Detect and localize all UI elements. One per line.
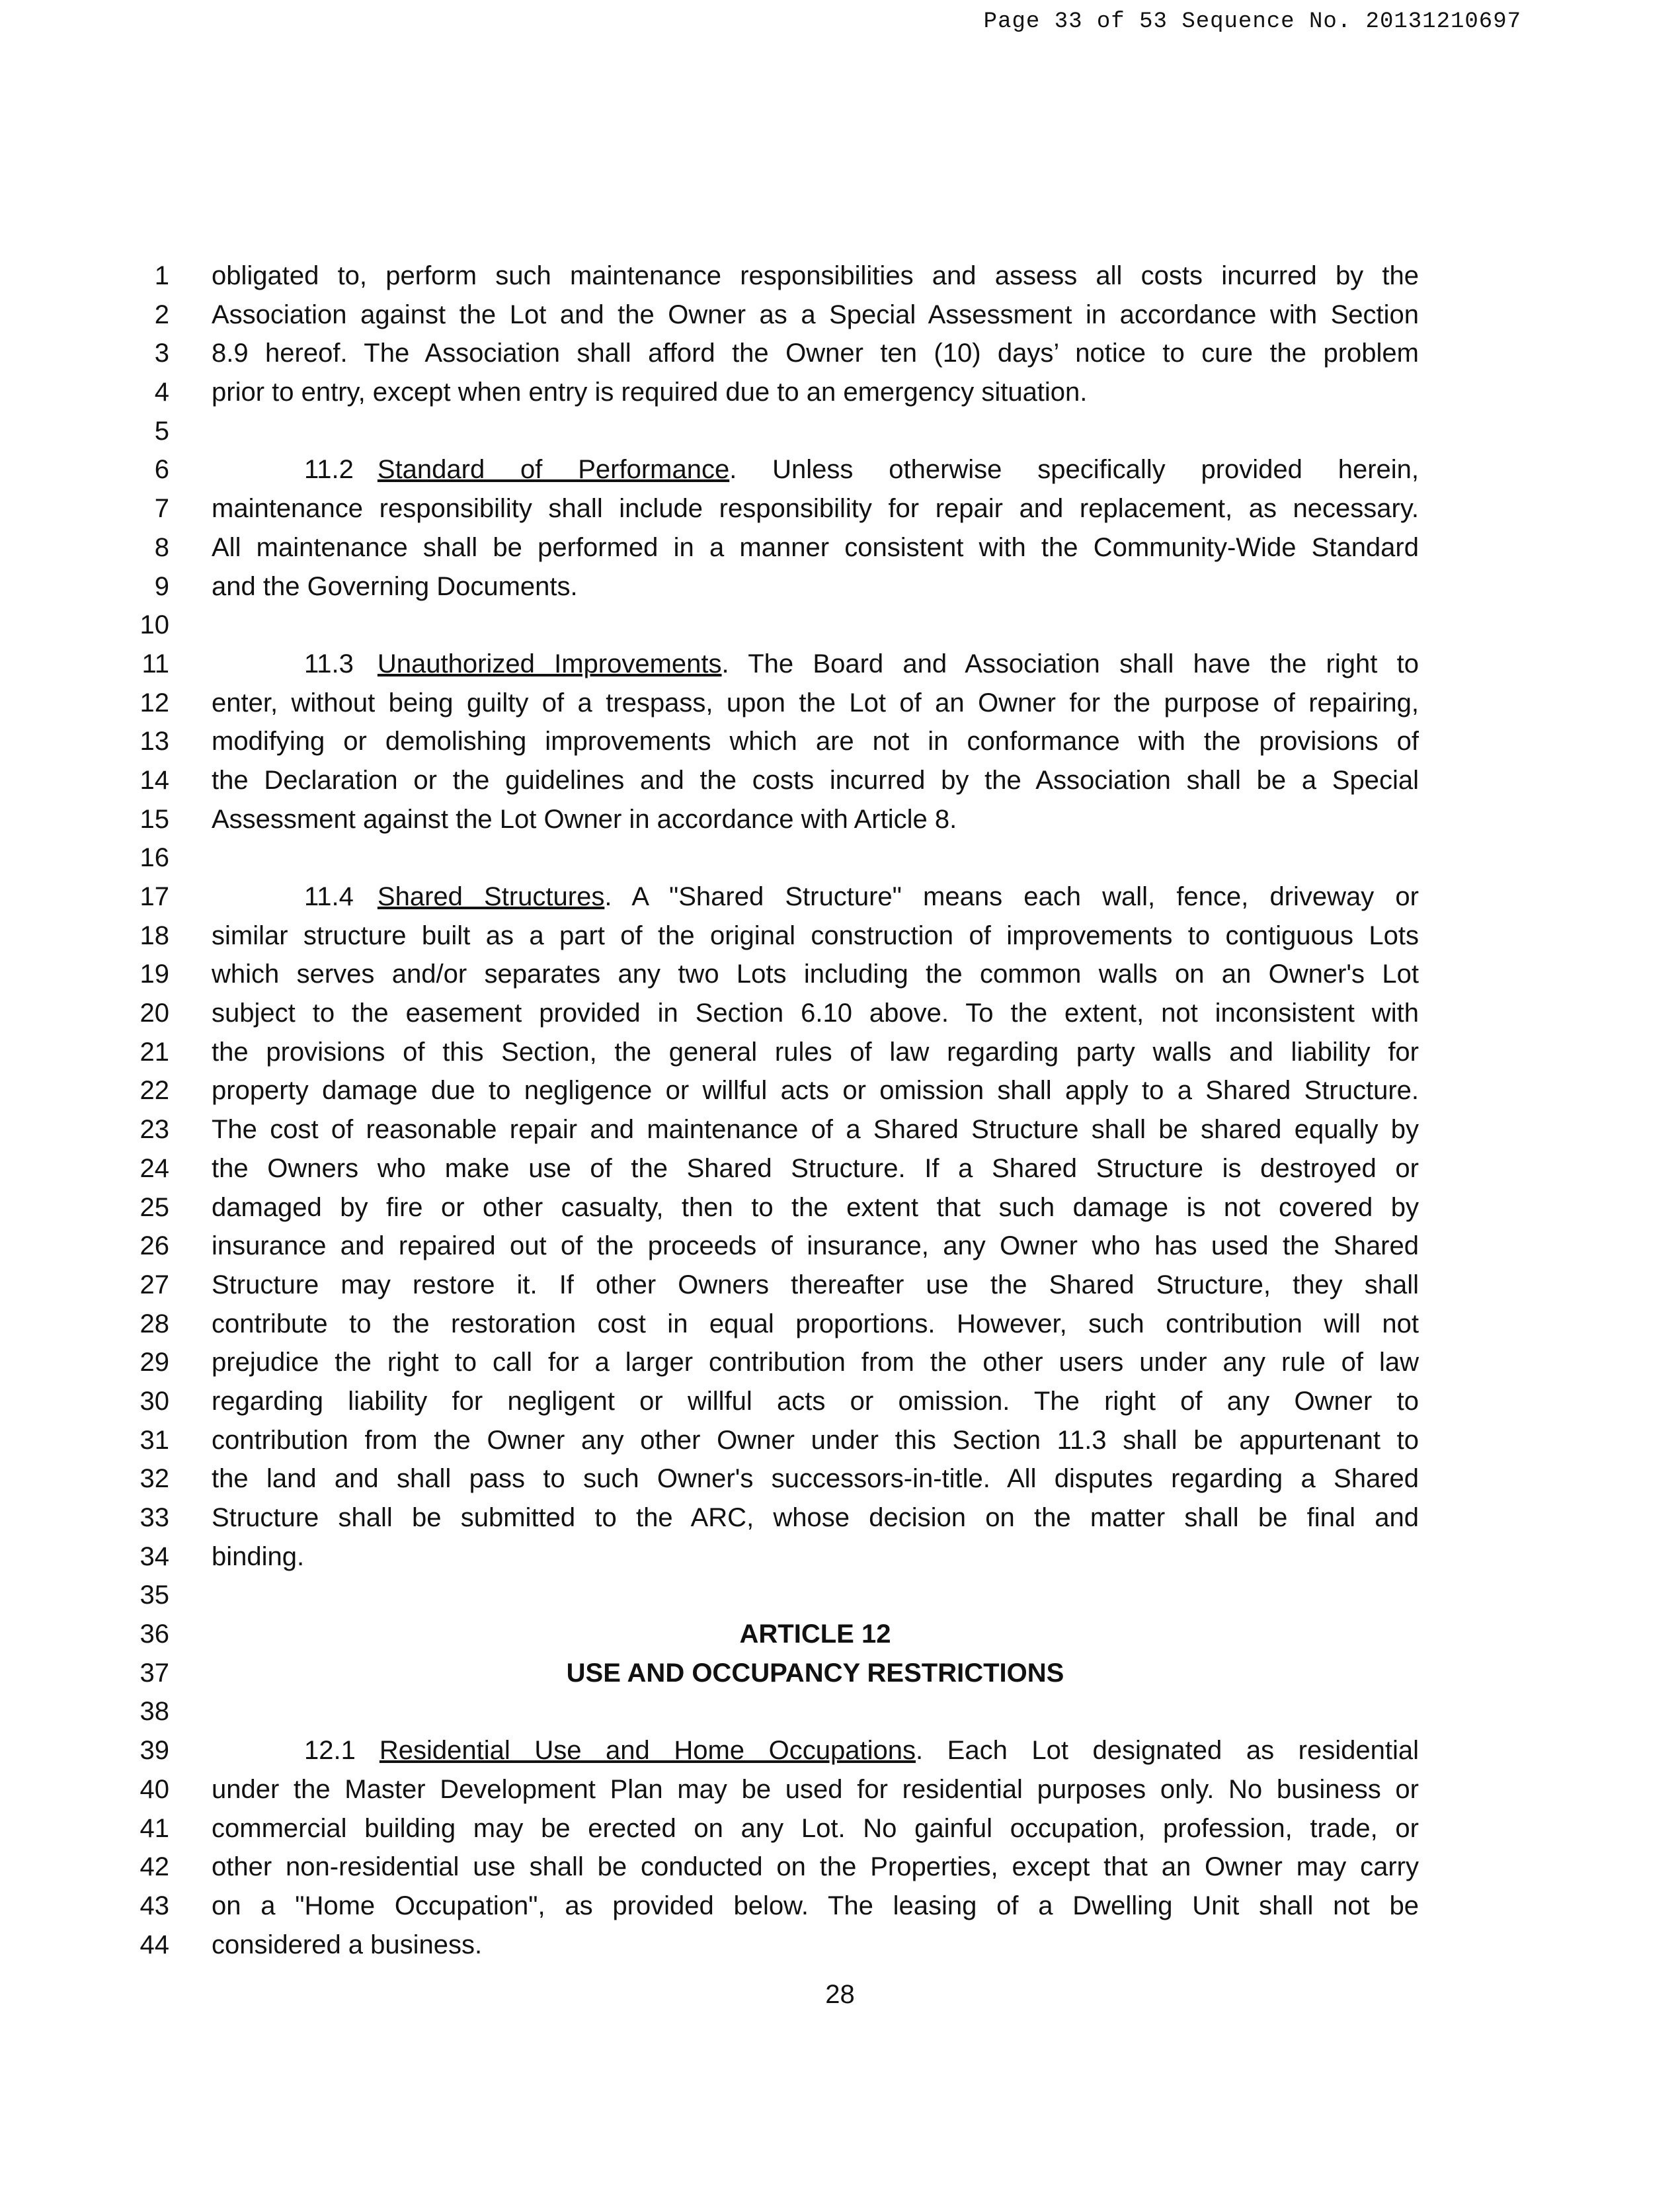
document-line	[0, 450, 1680, 489]
line-number: 3	[154, 339, 169, 368]
line-text	[212, 1033, 1419, 1072]
document-line	[0, 334, 1680, 373]
line-text	[212, 1926, 1419, 1965]
document-line	[0, 606, 1680, 645]
section-title: Unauthorized Improvements	[377, 649, 722, 678]
page-number: 28	[825, 1980, 855, 2009]
line-number: 20	[140, 999, 169, 1028]
line-number: 2	[154, 300, 169, 329]
text-run: on a "Home Occupation", as provided below. The leasing of a Dwelling Unit shall not be	[212, 1891, 1419, 1920]
line-number: 43	[140, 1891, 169, 1920]
line-text	[212, 1848, 1419, 1887]
text-run: subject to the easement provided in Section 6.10 above. To the extent, not inconsistent with	[212, 999, 1419, 1028]
section-number: 12.1	[304, 1736, 356, 1766]
line-text	[212, 567, 1419, 606]
text-run: maintenance responsibility shall include responsibility for repair and replacement, as necessary.	[212, 494, 1419, 524]
document-line	[0, 528, 1680, 567]
document-line	[0, 1692, 1680, 1731]
line-number: 5	[154, 416, 169, 446]
text-run: modifying or demolishing improvements which are not in conformance with the provisions of	[212, 727, 1419, 757]
document-line	[0, 1266, 1680, 1305]
text-run: Structure may restore it. If other Owners thereafter use the Shared Structure, they shall	[212, 1270, 1419, 1299]
document-line	[0, 684, 1680, 723]
document-line	[0, 489, 1680, 528]
line-text	[212, 1421, 1419, 1460]
text-run: ARTICLE 12	[739, 1619, 891, 1649]
document-line	[0, 994, 1680, 1033]
document-line	[0, 1537, 1680, 1577]
text-run: regarding liability for negligent or willful acts or omission. The right of any Owner to	[212, 1386, 1419, 1416]
line-number: 35	[140, 1580, 169, 1610]
line-number: 6	[154, 455, 169, 485]
line-text	[212, 722, 1419, 761]
line-text	[212, 761, 1419, 800]
line-number: 7	[154, 494, 169, 524]
line-number: 34	[140, 1541, 169, 1571]
line-number: 24	[140, 1153, 169, 1183]
text-run: contribute to the restoration cost in equal proportions. However, such contribution will not	[212, 1309, 1419, 1338]
line-text	[212, 1498, 1419, 1537]
document-line	[0, 257, 1680, 296]
line-number: 16	[140, 843, 169, 873]
line-number: 4	[154, 378, 169, 407]
line-text	[212, 1731, 1419, 1770]
line-number: 10	[140, 610, 169, 640]
line-number: 37	[140, 1658, 169, 1688]
line-text	[212, 1343, 1419, 1382]
text-run: other non-residential use shall be conducted on the Properties, except that an Owner may carry	[212, 1852, 1419, 1882]
line-number: 22	[140, 1076, 169, 1106]
line-number: 31	[140, 1425, 169, 1455]
document-line	[0, 1731, 1680, 1770]
line-number: 18	[140, 921, 169, 950]
line-text	[212, 450, 1419, 489]
text-run: the land and shall pass to such Owner's successors-in-title. All disputes regarding a Shared	[212, 1464, 1419, 1494]
text-run: the provisions of this Section, the general rules of law regarding party walls and liability for	[212, 1037, 1419, 1067]
line-number: 14	[140, 765, 169, 795]
line-text	[212, 1149, 1419, 1188]
text-run: insurance and repaired out of the proceeds of insurance, any Owner who has used the Shared	[212, 1231, 1419, 1261]
page-header: Page 33 of 53 Sequence No. 20131210697	[983, 9, 1521, 34]
line-number: 27	[140, 1270, 169, 1299]
text-run: enter, without being guilty of a trespass, upon the Lot of an Owner for the purpose of repairing,	[212, 688, 1419, 717]
line-number: 15	[140, 804, 169, 834]
document-line	[0, 1343, 1680, 1382]
line-number: 40	[140, 1774, 169, 1804]
text-run: The cost of reasonable repair and maintenance of a Shared Structure shall be shared equally by	[212, 1115, 1419, 1145]
line-number: 12	[140, 688, 169, 717]
line-number: 9	[154, 571, 169, 601]
text-run: prior to entry, except when entry is required due to an emergency situation.	[212, 378, 1088, 407]
line-text	[212, 334, 1419, 373]
text-run: . Each Lot designated as residential	[915, 1736, 1419, 1766]
line-text	[212, 1537, 1419, 1577]
text-run: Structure shall be submitted to the ARC, whose decision on the matter shall be final and	[212, 1503, 1419, 1532]
document-line	[0, 1421, 1680, 1460]
line-text	[212, 994, 1419, 1033]
line-text	[212, 1305, 1419, 1344]
line-number: 19	[140, 960, 169, 989]
line-text	[212, 1459, 1419, 1498]
line-text	[212, 489, 1419, 528]
document-line	[0, 955, 1680, 994]
line-number: 21	[140, 1037, 169, 1067]
line-text	[212, 528, 1419, 567]
document-line	[0, 412, 1680, 451]
section-title: Shared Structures	[377, 882, 605, 911]
line-number: 8	[154, 532, 169, 562]
line-text	[212, 1809, 1419, 1848]
document-line	[0, 1110, 1680, 1149]
line-text	[212, 645, 1419, 684]
line-text	[212, 917, 1419, 956]
line-text	[212, 1188, 1419, 1227]
document-line	[0, 800, 1680, 839]
line-number: 32	[140, 1464, 169, 1494]
line-text	[212, 373, 1419, 412]
text-run: the Owners who make use of the Shared Structure. If a Shared Structure is destroyed or	[212, 1153, 1419, 1183]
line-text	[212, 296, 1419, 335]
document-line	[0, 1149, 1680, 1188]
line-text	[212, 1887, 1419, 1926]
document-line	[0, 1188, 1680, 1227]
text-run: which serves and/or separates any two Lots including the common walls on an Owner's Lot	[212, 960, 1419, 989]
line-text	[212, 1110, 1419, 1149]
line-number: 38	[140, 1697, 169, 1727]
section-title: Residential Use and Home Occupations	[379, 1736, 916, 1766]
text-run: 8.9 hereof. The Association shall afford the Owner ten (10) days’ notice to cure the problem	[212, 339, 1419, 368]
document-body	[0, 257, 1680, 1964]
line-number: 25	[140, 1192, 169, 1222]
line-number: 23	[140, 1115, 169, 1145]
text-run: USE AND OCCUPANCY RESTRICTIONS	[566, 1658, 1064, 1688]
document-line	[0, 1576, 1680, 1615]
text-run: commercial building may be erected on any Lot. No gainful occupation, profession, trade, or	[212, 1813, 1419, 1843]
line-number: 13	[140, 727, 169, 757]
line-text	[212, 1770, 1419, 1809]
line-text	[212, 1382, 1419, 1421]
line-text	[212, 1071, 1419, 1110]
text-run: the Declaration or the guidelines and the costs incurred by the Association shall be a Special	[212, 765, 1419, 795]
document-line	[0, 1305, 1680, 1344]
line-number: 44	[140, 1930, 169, 1959]
section-number: 11.4	[304, 882, 354, 911]
line-number: 41	[140, 1813, 169, 1843]
text-run: under the Master Development Plan may be used for residential purposes only. No business or	[212, 1774, 1419, 1804]
document-line	[0, 1654, 1680, 1693]
article-heading	[212, 1615, 1419, 1654]
document-line	[0, 296, 1680, 335]
line-number: 42	[140, 1852, 169, 1882]
section-title: Standard of Performance	[377, 455, 730, 485]
document-line	[0, 567, 1680, 606]
document-line	[0, 645, 1680, 684]
document-line	[0, 1382, 1680, 1421]
text-run: Association against the Lot and the Owner as a Special Assessment in accordance with Section	[212, 300, 1419, 329]
line-text	[212, 878, 1419, 917]
document-line	[0, 1887, 1680, 1926]
line-number: 11	[141, 649, 169, 678]
line-number: 33	[140, 1503, 169, 1532]
article-heading	[212, 1654, 1419, 1693]
text-run: prejudice the right to call for a larger contribution from the other users under any rule of law	[212, 1348, 1419, 1377]
line-number: 29	[140, 1348, 169, 1377]
document-line	[0, 373, 1680, 412]
text-run: All maintenance shall be performed in a manner consistent with the Community-Wide Standard	[212, 532, 1419, 562]
text-run: . A "Shared Structure" means each wall, fence, driveway or	[604, 882, 1419, 911]
document-line	[0, 1848, 1680, 1887]
line-text	[212, 257, 1419, 296]
section-number: 11.3	[304, 649, 354, 678]
line-text	[212, 684, 1419, 723]
document-line	[0, 1033, 1680, 1072]
line-number: 17	[140, 882, 169, 911]
line-text	[212, 800, 1419, 839]
line-number: 1	[154, 261, 169, 290]
line-number: 28	[140, 1309, 169, 1338]
text-run: . Unless otherwise specifically provided herein,	[729, 455, 1420, 485]
line-number: 39	[140, 1736, 169, 1766]
line-number: 26	[140, 1231, 169, 1261]
document-line	[0, 917, 1680, 956]
document-line	[0, 1926, 1680, 1965]
text-run: contribution from the Owner any other Owner under this Section 11.3 shall be appurtenant to	[212, 1425, 1419, 1455]
document-line	[0, 1498, 1680, 1537]
text-run: obligated to, perform such maintenance responsibilities and assess all costs incurred by the	[212, 261, 1419, 290]
text-run: property damage due to negligence or willful acts or omission shall apply to a Shared Structure.	[212, 1076, 1419, 1106]
document-line	[0, 1809, 1680, 1848]
text-run: . The Board and Association shall have the right to	[721, 649, 1420, 678]
document-line	[0, 1071, 1680, 1110]
line-text	[212, 1227, 1419, 1266]
document-line	[0, 839, 1680, 878]
text-run: and the Governing Documents.	[212, 571, 578, 601]
document-line	[0, 761, 1680, 800]
text-run: Assessment against the Lot Owner in accordance with Article 8.	[212, 804, 957, 834]
text-run: similar structure built as a part of the original construction of improvements to contiguous Lots	[212, 921, 1419, 950]
text-run: considered a business.	[212, 1930, 483, 1959]
document-line	[0, 878, 1680, 917]
section-number: 11.2	[304, 455, 354, 485]
line-number: 36	[140, 1619, 169, 1649]
document-line	[0, 1615, 1680, 1654]
text-run: binding.	[212, 1541, 305, 1571]
document-line	[0, 1227, 1680, 1266]
document-line	[0, 1770, 1680, 1809]
text-run: damaged by fire or other casualty, then to the extent that such damage is not covered by	[212, 1192, 1419, 1222]
line-text	[212, 1266, 1419, 1305]
document-line	[0, 1459, 1680, 1498]
document-line	[0, 722, 1680, 761]
line-text	[212, 955, 1419, 994]
line-number: 30	[140, 1386, 169, 1416]
